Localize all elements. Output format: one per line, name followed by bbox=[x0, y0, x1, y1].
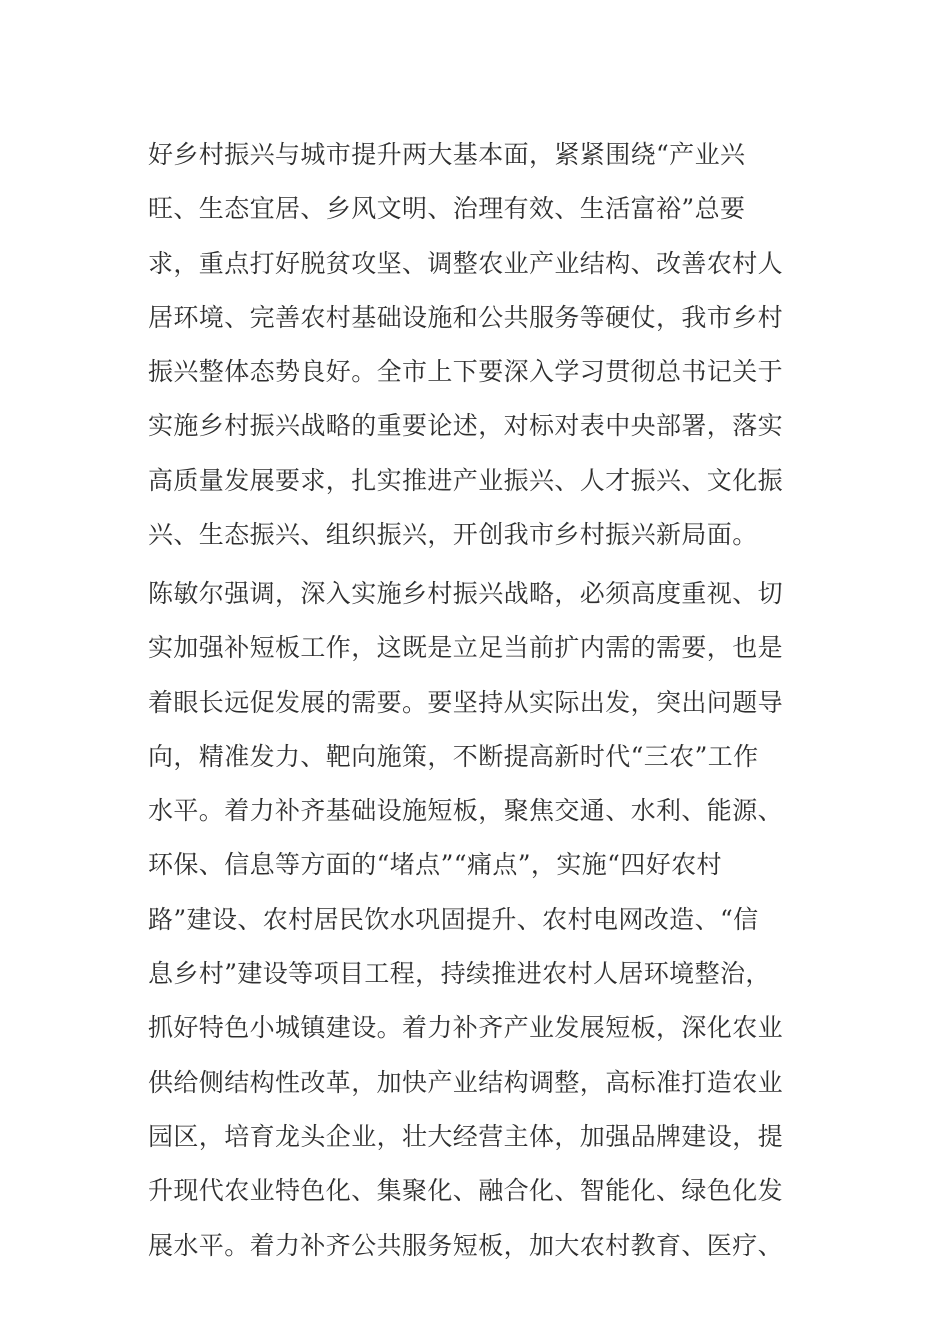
text-line: 居环境、完善农村基础设施和公共服务等硬仗，我市乡村 bbox=[148, 302, 784, 332]
text-line: 实加强补短板工作，这既是立足当前扩内需的需要，也是 bbox=[148, 633, 784, 663]
text-line: 供给侧结构性改革，加快产业结构调整，高标准打造农业 bbox=[148, 1067, 784, 1097]
text-line: 求，重点打好脱贫攻坚、调整农业产业结构、改善农村人 bbox=[148, 248, 784, 278]
text-line: 抓好特色小城镇建设。着力补齐产业发展短板，深化农业 bbox=[148, 1013, 784, 1043]
text-line: 升现代农业特色化、集聚化、融合化、智能化、绿色化发 bbox=[148, 1176, 784, 1206]
text-line: 陈敏尔强调，深入实施乡村振兴战略，必须高度重视、切 bbox=[148, 579, 784, 608]
paragraph-1 bbox=[148, 128, 798, 562]
text-line: 好乡村振兴与城市提升两大基本面，紧紧围绕“产业兴 bbox=[148, 140, 746, 169]
text-line: 展水平。着力补齐公共服务短板，加大农村教育、医疗、 bbox=[148, 1230, 784, 1260]
text-line: 振兴整体态势良好。全市上下要深入学习贯彻总书记关于 bbox=[148, 357, 784, 387]
text-line: 高质量发展要求，扎实推进产业振兴、人才振兴、文化振 bbox=[148, 465, 784, 495]
text-line: 着眼长远促发展的需要。要坚持从实际出发，突出问题导 bbox=[148, 687, 784, 717]
text-line: 旺、生态宜居、乡风文明、治理有效、生活富裕”总要 bbox=[148, 194, 746, 224]
text-line: 园区，培育龙头企业，壮大经营主体，加强品牌建设，提 bbox=[148, 1121, 784, 1151]
text-line: 息乡村”建设等项目工程，持续推进农村人居环境整治， bbox=[148, 959, 771, 989]
text-line: 实施乡村振兴战略的重要论述，对标对表中央部署，落实 bbox=[148, 411, 784, 441]
text-line: 兴、生态振兴、组织振兴，开创我市乡村振兴新局面。 bbox=[148, 520, 758, 550]
text-line: 环保、信息等方面的“堵点”“痛点”，实施“四好农村 bbox=[148, 850, 722, 880]
text-line: 路”建设、农村居民饮水巩固提升、农村电网改造、“信 bbox=[148, 904, 759, 934]
paragraph-2 bbox=[148, 567, 798, 1273]
text-line: 向，精准发力、靶向施策，不断提高新时代“三农”工作 bbox=[148, 741, 759, 771]
text-line: 水平。着力补齐基础设施短板，聚焦交通、水利、能源、 bbox=[148, 796, 784, 826]
